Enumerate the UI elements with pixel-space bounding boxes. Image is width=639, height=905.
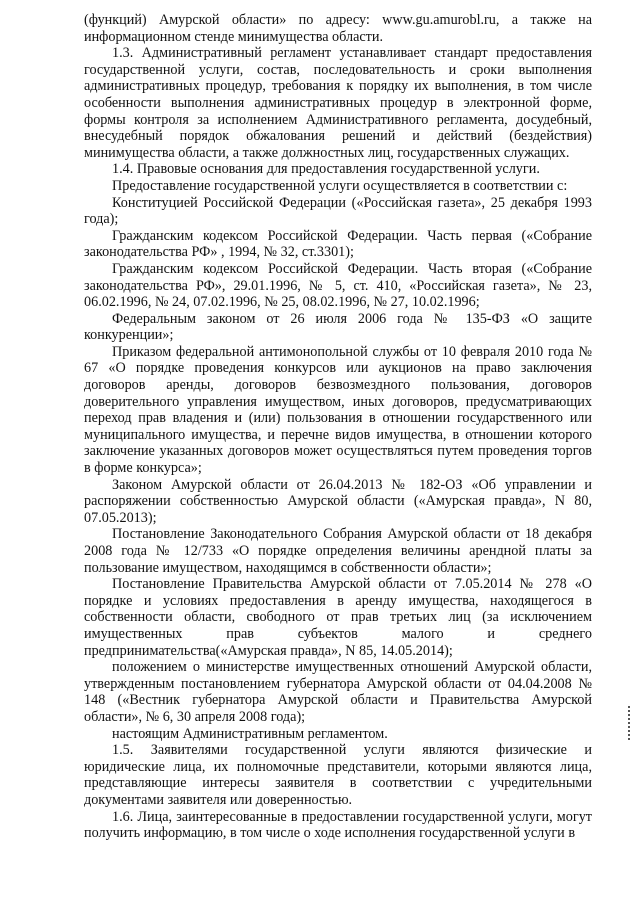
paragraph-amur-law: Законом Амурской области от 26.04.2013 № 182-ОЗ «Об управлении и распоряжении собственностью Амурской области («Амурская правда», N 80, 07.05.2013); <box>84 476 592 526</box>
scan-margin-mark <box>628 706 633 740</box>
paragraph-civil-code-part-two: Гражданским кодексом Российской Федерации. Часть вторая («Собрание законодательства РФ», 29.01.1996, № 5, ст. 410, «Российская газета», № 23, 06.02.1996, № 24, 07.02.1996, № 25, 08.02.1996, № 27, 10.02.1996; <box>84 260 592 311</box>
paragraph-1-6-information: 1.6. Лица, заинтересованные в предоставлении государственной услуги, могут получить информацию, в том числе о ходе исполнения государственной услуги в <box>84 808 592 842</box>
paragraph-fas-order: Приказом федеральной антимонопольной службы от 10 февраля 2010 года № 67 «О порядке проведения конкурсов или аукционов на право заключения договоров аренды, договоров безвозмездного пользования, договоров доверительного управления имуществом, иных договоров, предусматривающих переход прав владения и (или) пользования в отношении государственного или муниципального имущества, и перечне видов имущества, в отношении которого заключение указанных договоров может осуществляться путем проведения торгов в форме конкурса»; <box>84 343 592 477</box>
paragraph-ministry-regulation: положением о министерстве имущественных отношений Амурской области, утвержденным постановлением губернатора Амурской области от 04.04.2008 № 148 («Вестник губернатора Амурской области и Правительства Амурской области», № 6, 30 апреля 2008 года); <box>84 659 592 725</box>
document-page <box>84 12 592 842</box>
paragraph-1-5-applicants: 1.5. Заявителями государственной услуги являются физические и юридические лица, их полномочные представители, которыми являются лица, представляющие интересы заявителя в соответствии с учредительными документами заявителя или доверенностью. <box>84 742 592 808</box>
paragraph-functions-address: (функций) Амурской области» по адресу: www.gu.amurobl.ru, а также на информационном стенде минимущества области. <box>84 12 592 45</box>
paragraph-1-3-regulation-scope: 1.3. Административный регламент устанавливает стандарт предоставления государственной услуги, состав, последовательность и сроки выполнения административных процедур, требования к порядку их выполнения, в том числе особенности выполнения административных процедур в электронной форме, формы контроля за исполнением Административного регламента, досудебный, внесудебный порядок обжалования решений и действий (бездействия) минимущества области, а также должностных лиц, государственных служащих. <box>84 45 592 161</box>
paragraph-provision-intro: Предоставление государственной услуги осуществляется в соответствии с: <box>112 177 568 194</box>
paragraph-this-regulation: настоящим Административным регламентом. <box>112 725 388 742</box>
paragraph-1-4-legal-basis-heading: 1.4. Правовые основания для предоставления государственной услуги. <box>112 161 540 178</box>
paragraph-constitution: Конституцией Российской Федерации («Российская газета», 25 декабря 1993 года); <box>84 194 592 228</box>
paragraph-federal-law-competition: Федеральным законом от 26 июля 2006 года № 135-ФЗ «О защите конкуренции»; <box>84 310 592 344</box>
paragraph-legislative-assembly-resolution: Постановление Законодательного Собрания Амурской области от 18 декабря 2008 года № 12/733 «О порядке определения величины арендной платы за пользование имуществом, находящимся в собственности области»; <box>84 526 592 576</box>
paragraph-government-resolution: Постановление Правительства Амурской области от 7.05.2014 № 278 «О порядке и условиях предоставления в аренду имущества, находящегося в собственности области, свободного от прав третьих лиц (за исключением имущественных прав субъектов малого и среднего предпринимательства(«Амурская правда», N 85, 14.05.2014); <box>84 576 592 659</box>
paragraph-civil-code-part-one: Гражданским кодексом Российской Федерации. Часть первая («Собрание законодательства РФ» , 1994, № 32, ст.3301); <box>84 227 592 261</box>
